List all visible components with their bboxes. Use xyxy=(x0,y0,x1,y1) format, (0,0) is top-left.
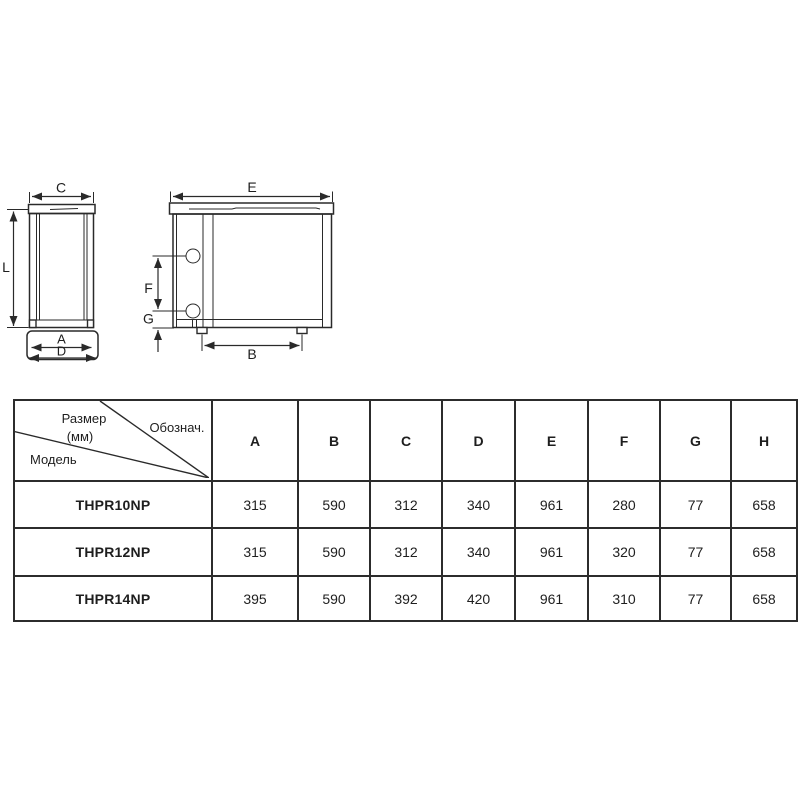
table-row xyxy=(14,528,797,576)
dim-label-a: A xyxy=(57,331,66,347)
value-cell: 392 xyxy=(370,576,442,621)
value-cell: 310 xyxy=(588,576,660,621)
column-header-f: F xyxy=(588,400,660,481)
dimensions-table xyxy=(13,399,798,622)
column-header-b: B xyxy=(298,400,370,481)
value-cell: 77 xyxy=(660,528,731,576)
value-cell: 590 xyxy=(298,576,370,621)
upper-pipe-connection xyxy=(186,249,200,263)
lower-pipe-connection xyxy=(186,304,200,318)
dim-label-d: D xyxy=(56,343,67,359)
value-cell: 312 xyxy=(370,528,442,576)
value-cell: 320 xyxy=(588,528,660,576)
corner-unit-label: (мм) xyxy=(66,429,94,444)
value-cell: 395 xyxy=(212,576,298,621)
corner-size-label: Размер xyxy=(61,411,107,426)
column-header-d: D xyxy=(442,400,515,481)
column-header-a: A xyxy=(212,400,298,481)
value-cell: 590 xyxy=(298,528,370,576)
dim-label-b: B xyxy=(247,346,257,362)
value-cell: 590 xyxy=(298,481,370,528)
value-cell: 77 xyxy=(660,576,731,621)
column-header-e: E xyxy=(515,400,588,481)
dim-label-c: C xyxy=(55,179,67,196)
value-cell: 658 xyxy=(731,481,797,528)
corner-designation-label: Обознач. xyxy=(149,420,205,435)
header-row xyxy=(14,400,797,481)
value-cell: 280 xyxy=(588,481,660,528)
dim-label-g: G xyxy=(143,310,154,327)
value-cell: 315 xyxy=(212,528,298,576)
dim-label-f: F xyxy=(144,280,153,296)
value-cell: 315 xyxy=(212,481,298,528)
dim-label-l: L xyxy=(2,259,10,275)
value-cell: 961 xyxy=(515,528,588,576)
front-view xyxy=(143,179,333,362)
model-name: THPR14NP xyxy=(14,576,212,621)
value-cell: 420 xyxy=(442,576,515,621)
value-cell: 340 xyxy=(442,481,515,528)
value-cell: 658 xyxy=(731,528,797,576)
column-header-c: C xyxy=(370,400,442,481)
corner-cell xyxy=(14,400,212,481)
value-cell: 340 xyxy=(442,528,515,576)
value-cell: 658 xyxy=(731,576,797,621)
table-row xyxy=(14,481,797,528)
value-cell: 961 xyxy=(515,576,588,621)
side-view xyxy=(2,180,98,360)
model-name: THPR10NP xyxy=(14,481,212,528)
model-name: THPR12NP xyxy=(14,528,212,576)
column-header-h: H xyxy=(731,400,797,481)
value-cell: 312 xyxy=(370,481,442,528)
value-cell: 961 xyxy=(515,481,588,528)
column-header-g: G xyxy=(660,400,731,481)
dimension-diagram xyxy=(0,178,360,378)
corner-model-label: Модель xyxy=(30,452,77,467)
table-row xyxy=(14,576,797,621)
dim-label-e: E xyxy=(247,179,257,195)
value-cell: 77 xyxy=(660,481,731,528)
